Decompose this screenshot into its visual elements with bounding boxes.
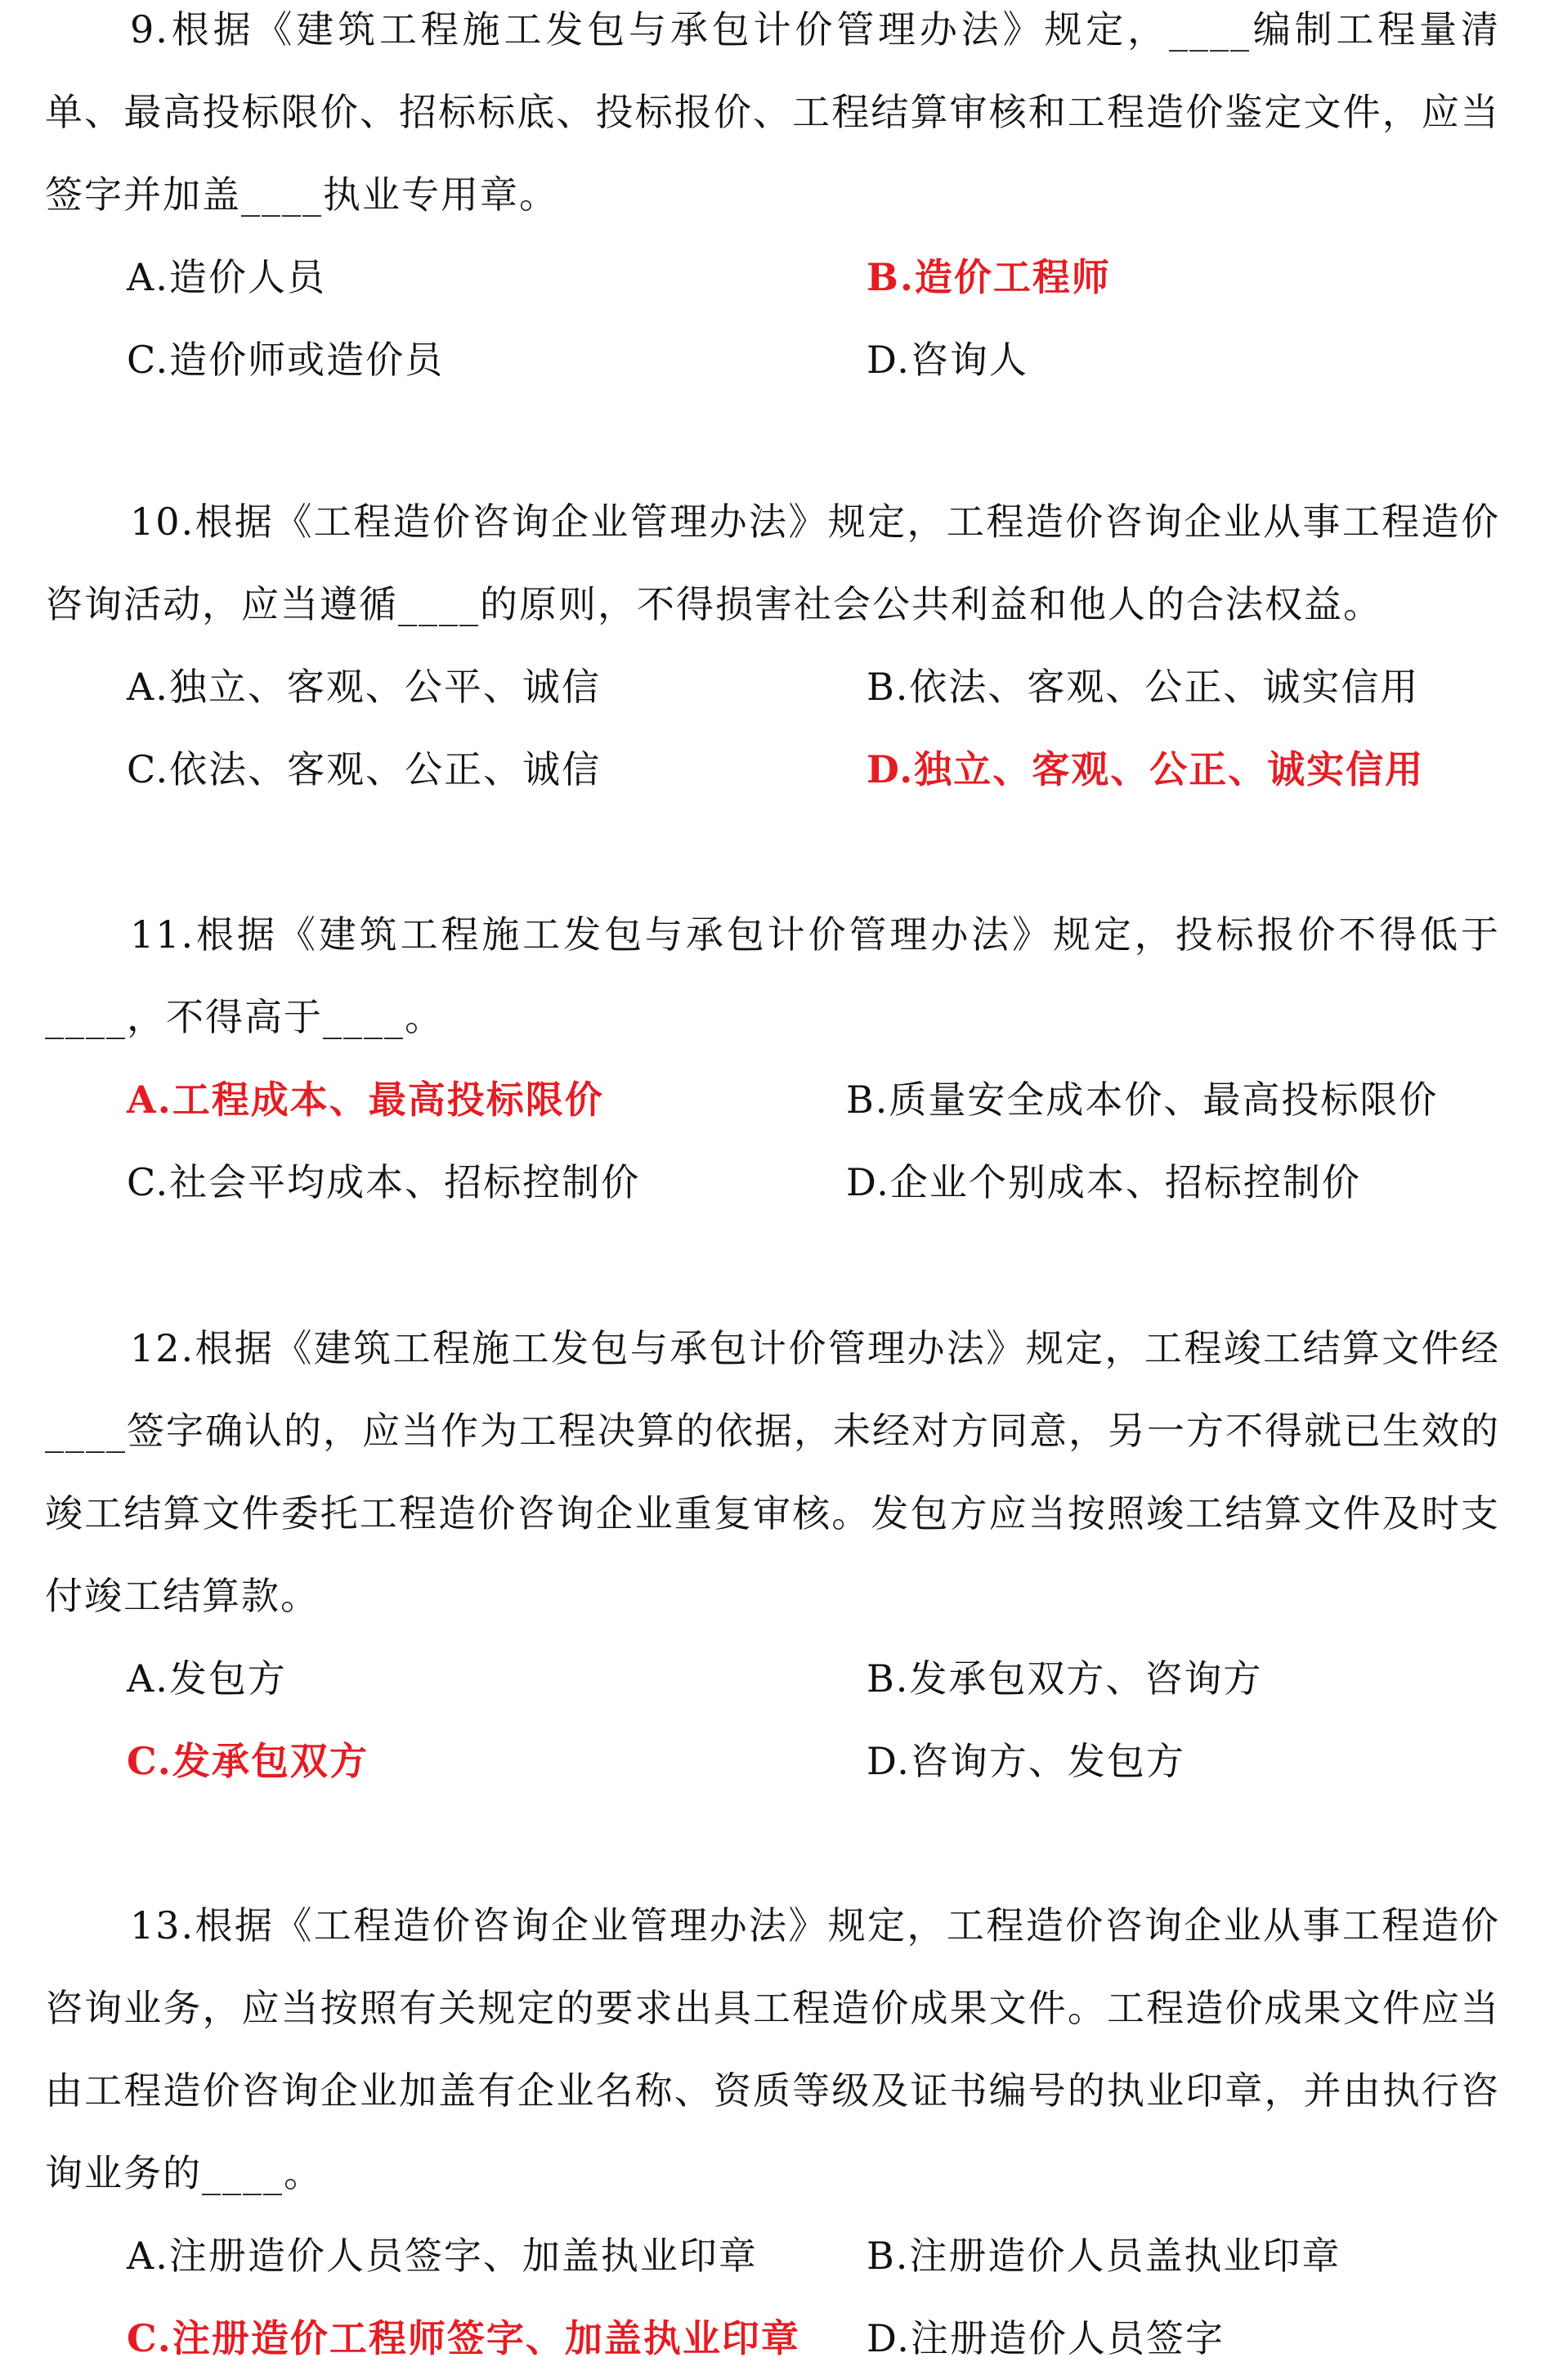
question-9 [45, 0, 1500, 401]
option-c: C.注册造价工程师签字、加盖执业印章 [127, 2316, 800, 2360]
question-11 [45, 894, 1500, 1224]
options [45, 1059, 1500, 1224]
option-c: C.依法、客观、公正、诚信 [127, 747, 602, 791]
option-c: C.发承包双方 [127, 1739, 369, 1783]
question-stem: 9.根据《建筑工程施工发包与承包计价管理办法》规定，____编制工程量清单、最高投标限价、招标标底、投标报价、工程结算审核和工程造价鉴定文件，应当签字并加盖____执业专用章。 [45, 7, 1500, 217]
option-a: A.工程成本、最高投标限价 [127, 1078, 604, 1122]
option-d: D.企业个别成本、招标控制价 [846, 1160, 1361, 1204]
option-a: A.独立、客观、公平、诚信 [127, 665, 601, 709]
option-b: B.注册造价人员盖执业印章 [867, 2234, 1341, 2278]
option-c: C.造价师或造价员 [127, 338, 445, 382]
option-d: D.咨询方、发包方 [867, 1739, 1185, 1783]
option-a: A.注册造价人员签字、加盖执业印章 [127, 2234, 758, 2278]
option-b: B.质量安全成本价、最高投标限价 [846, 1078, 1439, 1122]
option-a: A.造价人员 [127, 255, 326, 299]
option-d: D.注册造价人员签字 [867, 2316, 1225, 2360]
option-a: A.发包方 [127, 1656, 287, 1701]
question-13 [45, 1885, 1500, 2380]
options [45, 1638, 1500, 1803]
options [45, 236, 1500, 401]
option-d: D.独立、客观、公正、诚实信用 [867, 747, 1425, 791]
question-stem: 11.根据《建筑工程施工发包与承包计价管理办法》规定，投标报价不得低于____，不得高于____。 [45, 912, 1500, 1039]
options [45, 2215, 1500, 2380]
question-stem: 10.根据《工程造价咨询企业管理办法》规定，工程造价咨询企业从事工程造价咨询活动，应当遵循____的原则，不得损害社会公共利益和他人的合法权益。 [45, 500, 1500, 626]
question-stem: 12.根据《建筑工程施工发包与承包计价管理办法》规定，工程竣工结算文件经____签字确认的，应当作为工程决算的依据，未经对方同意，另一方不得就已生效的竣工结算文件委托工程造价咨询企业重复审核。发包方应当按照竣工结算文件及时支付竣工结算款。 [45, 1326, 1500, 1618]
option-d: D.咨询人 [867, 338, 1028, 382]
question-10 [45, 481, 1500, 811]
option-b: B.发承包双方、咨询方 [867, 1656, 1263, 1701]
options [45, 646, 1500, 811]
question-12 [45, 1307, 1500, 1803]
option-c: C.社会平均成本、招标控制价 [127, 1160, 641, 1204]
option-b: B.依法、客观、公正、诚实信用 [867, 665, 1420, 709]
question-stem: 13.根据《工程造价咨询企业管理办法》规定，工程造价咨询企业从事工程造价咨询业务，应当按照有关规定的要求出具工程造价成果文件。工程造价成果文件应当由工程造价咨询企业加盖有企业名称、资质等级及证书编号的执业印章，并由执行咨询业务的____。 [45, 1903, 1500, 2195]
option-b: B.造价工程师 [867, 255, 1111, 299]
